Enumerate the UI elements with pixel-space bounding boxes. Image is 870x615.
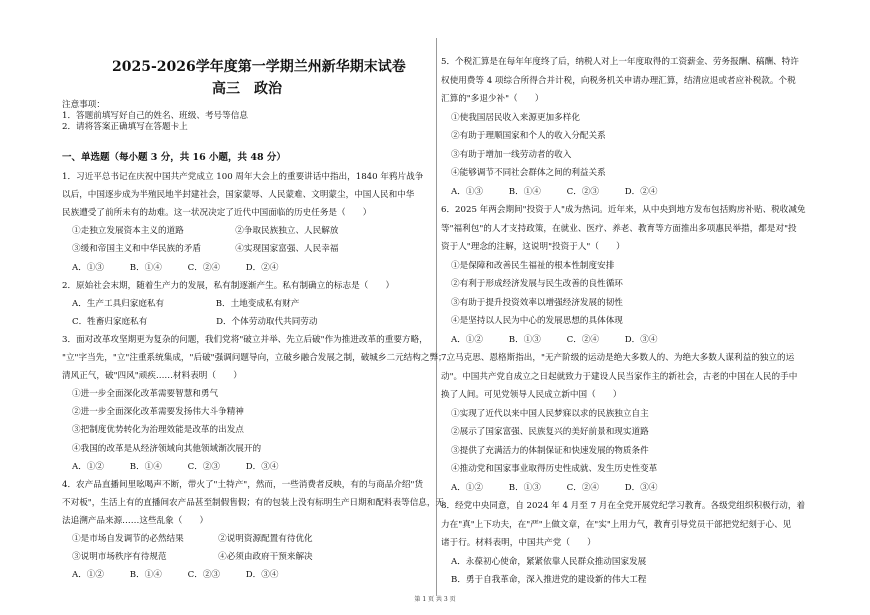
question-line: ③有助于增加一线劳动者的收入 bbox=[451, 149, 572, 160]
question-line: 4．农产品直播间里吆喝声不断，带火了"土特产"，然而，一些消费者反映，有的与商品介绍"货 bbox=[62, 479, 424, 490]
question-line: A．永葆初心使命，紧紧依靠人民群众推动国家发展 bbox=[451, 556, 647, 567]
question-line: ③有助于提升投资效率以增强经济发展的韧性 bbox=[451, 297, 623, 308]
question-line: ④我国的改革是从经济领域向其他领域渐次展开的 bbox=[72, 443, 262, 454]
question-line: 民族遭受了前所未有的劫难。这一状况决定了近代中国面临的历史任务是（ ） bbox=[62, 208, 372, 219]
question-line: 8．经党中央同意，自 2024 年 4 月至 7 月在全党开展党纪学习教育。各级党组织积极行动，着 bbox=[441, 501, 806, 511]
question-line: 动"。中国共产党自成立之日起就致力于建设人民当家作主的新社会，古老的中国在人民的手中 bbox=[441, 371, 798, 382]
question-line: C．牲畜归家庭私有 D．个体劳动取代共同劳动 bbox=[72, 316, 318, 327]
question-line: ②有助于理顺国家和个人的收入分配关系 bbox=[451, 131, 606, 141]
question-line: ③说明市场秩序有待规范 ④必须由政府干预来解决 bbox=[72, 552, 313, 563]
question-line: 法追溯产品来源……这些乱象（ ） bbox=[62, 515, 209, 526]
question-line: 3．面对改革攻坚期更为复杂的问题，我们党将"破立并举、先立后破"作为推进改革的重要方略， bbox=[62, 334, 428, 345]
question-line: A．①② B．①③ C．②④ D．③④ bbox=[451, 482, 658, 493]
question-line: A．①② B．①③ C．②④ D．③④ bbox=[451, 334, 658, 345]
question-line: 权使用费等 4 项综合所得合并计税，向税务机关申请办理汇算，结清应退或者应补税款。个税 bbox=[441, 75, 796, 86]
question-line: ①进一步全面深化改革需要智慧和勇气 bbox=[72, 389, 219, 400]
question-line: "立"字当先，"立"注重系统集成，"后破"强调问题导向，立破乡融合发展之制，破城乡二元结构之弊；立 bbox=[62, 353, 456, 363]
question-line: ①使我国居民收入来源更加多样化 bbox=[451, 112, 580, 123]
question-line: 2．原始社会末期，随着生产力的发展，私有制逐渐产生。私有制确立的标志是（ ） bbox=[62, 280, 395, 291]
question-line: ③缓和帝国主义和中华民族的矛盾 ④实现国家富强、人民幸福 bbox=[72, 244, 339, 255]
question-line: ①是市场自发调节的必然结果 ②说明资源配置有待优化 bbox=[72, 534, 313, 544]
question-line: 诸于行。材料表明，中国共产党（ ） bbox=[441, 538, 596, 548]
question-line: 清风正气，破"四风"顽疾……材料表明（ ） bbox=[62, 371, 242, 382]
question-line: ④是坚持以人民为中心的发展思想的具体体现 bbox=[451, 316, 623, 326]
question-line: ③提供了充满活力的体制保证和快速发展的物质条件 bbox=[451, 445, 649, 456]
exam-title: 2025-2026学年度第一学期兰州新华期末试卷 bbox=[112, 59, 406, 75]
question-line: 不对板"，生活上有的直播间农产品甚至制假售假；有的包装上没有标明生产日期和配料表等信息，无 bbox=[62, 497, 445, 508]
question-line: 汇算的"多退少补"（ ） bbox=[441, 94, 544, 104]
question-line: B．勇于自我革命，深入推进党的建设新的伟大工程 bbox=[451, 575, 647, 585]
exam-subject: 高三 政治 bbox=[212, 81, 282, 97]
question-line: 6．2025 年两会期间"投资于人"成为热词。近年来，从中央到地方发布包括购房补贴、税收减免 bbox=[441, 205, 806, 215]
question-line: ④推动党和国家事业取得历史性成就、发生历史性变革 bbox=[451, 464, 658, 474]
question-line: 换了人间。可见党领导人民成立新中国（ ） bbox=[441, 390, 622, 400]
column-divider bbox=[436, 38, 437, 596]
question-line: A．生产工具归家庭私有 B．土地变成私有财产 bbox=[72, 298, 300, 309]
question-line: ①走独立发展资本主义的道路 ②争取民族独立、人民解放 bbox=[72, 226, 339, 237]
question-line: 力在"真"上下功夫，在"严"上做文章，在"实"上用力气，教育引导党员干部把党纪刻于心、见 bbox=[441, 519, 792, 530]
question-line: A．①③ B．①④ C．②③ D．②④ bbox=[451, 186, 658, 197]
page-footer: 第 1 页 共 3 页 bbox=[414, 596, 456, 603]
question-line: A．①② B．①④ C．②③ D．③④ bbox=[72, 570, 279, 581]
question-line: 等"福利包"的人才支持政策，在就业、医疗、养老、教育等方面推出多项惠民举措，都是对"投 bbox=[441, 223, 797, 234]
question-line: ②展示了国家富强、民族复兴的美好前景和现实道路 bbox=[451, 427, 649, 437]
notice-title: 注意事项： bbox=[62, 100, 105, 110]
question-line: 1．习近平总书记在庆祝中国共产党成立 100 周年大会上的重要讲话中指出，1840 年鸦片战争 bbox=[62, 172, 424, 182]
question-line: ②有利于形成经济发展与民生改善的良性循环 bbox=[451, 279, 623, 289]
question-line: 资于人"理念的注解，这说明"投资于人"（ ） bbox=[441, 242, 625, 252]
notice-item: 1．答题前填写好自己的姓名、班级、考号等信息 bbox=[62, 111, 248, 121]
question-line: A．①② B．①④ C．②③ D．③④ bbox=[72, 461, 279, 472]
question-line: ②进一步全面深化改革需要发扬伟大斗争精神 bbox=[72, 407, 244, 418]
question-line: ①实现了近代以来中国人民梦寐以求的民族独立自主 bbox=[451, 408, 649, 419]
question-line: 7．马克思、恩格斯指出，"无产阶级的运动是绝大多数人的、为绝大多数人谋利益的独立的运 bbox=[441, 353, 795, 363]
question-line: 5．个税汇算是在每年年度终了后，纳税人对上一年度取得的工资薪金、劳务报酬、稿酬、特许 bbox=[441, 57, 799, 67]
question-line: A．①③ B．①④ C．②④ D．②④ bbox=[72, 262, 279, 273]
question-line: 以后，中国逐步成为半殖民地半封建社会，国家蒙辱、人民蒙难、文明蒙尘，中国人民和中华 bbox=[62, 190, 415, 201]
question-line: ③把制度优势转化为治理效能是改革的出发点 bbox=[72, 425, 244, 436]
question-line: ④能够调节不同社会群体之间的利益关系 bbox=[451, 168, 606, 178]
section-heading: 一、单选题（每小题 3 分，共 16 小题，共 48 分） bbox=[62, 152, 286, 163]
question-line: ①是保障和改善民生福祉的根本性制度安排 bbox=[451, 260, 615, 271]
notice-item: 2．请将答案正确填写在答题卡上 bbox=[62, 122, 188, 132]
